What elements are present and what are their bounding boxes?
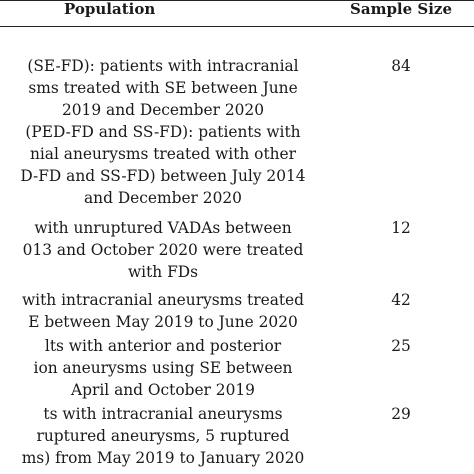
row-1-sample-size: 84 xyxy=(391,57,411,75)
row-5-population-line-1: lts with anterior and posterior xyxy=(44,337,282,355)
row-2-sample-size xyxy=(346,121,456,143)
row-3-population-line-1: with unruptured VADAs between xyxy=(34,219,292,237)
row-3-sample-size: 12 xyxy=(391,219,411,237)
row-4-sample-size: 42 xyxy=(391,291,411,309)
header-rule xyxy=(0,26,474,27)
row-4-population-line-1: with intracranial aneurysms treated xyxy=(21,291,305,309)
row-6-sample-size: 29 xyxy=(391,405,411,423)
row-2-population-line-3: D-FD and SS-FD) between July 2014 xyxy=(20,167,306,185)
row-2-population-line-2: nial aneurysms treated with other xyxy=(29,145,297,163)
row-1-population-line-3: 2019 and December 2020 xyxy=(61,101,265,119)
row-4-population-line-2: E between May 2019 to June 2020 xyxy=(28,313,298,331)
row-6-population-line-1: ts with intracranial aneurysms xyxy=(43,405,283,423)
row-6-population-line-2: ruptured aneurysms, 5 ruptured xyxy=(36,427,290,445)
row-6-population-line-3: ms) from May 2019 to January 2020 xyxy=(21,449,305,467)
row-1-population-line-2: sms treated with SE between June xyxy=(28,79,298,97)
row-2-population-line-1: (PED-FD and SS-FD): patients with xyxy=(25,123,301,141)
row-5-sample-size: 25 xyxy=(391,337,411,355)
sample-size-column-header: Sample Size xyxy=(350,0,452,18)
row-3-population-line-3: with FDs xyxy=(127,263,198,281)
row-1-population-line-1: (SE-FD): patients with intracranial xyxy=(27,57,299,75)
row-5-population-line-2: ion aneurysms using SE between xyxy=(33,359,293,377)
row-3-population-line-2: 013 and October 2020 were treated xyxy=(22,241,304,259)
population-column-header: Population xyxy=(64,0,156,18)
row-5-population-line-3: April and October 2019 xyxy=(71,381,255,399)
row-2-population-line-4: and December 2020 xyxy=(84,189,242,207)
